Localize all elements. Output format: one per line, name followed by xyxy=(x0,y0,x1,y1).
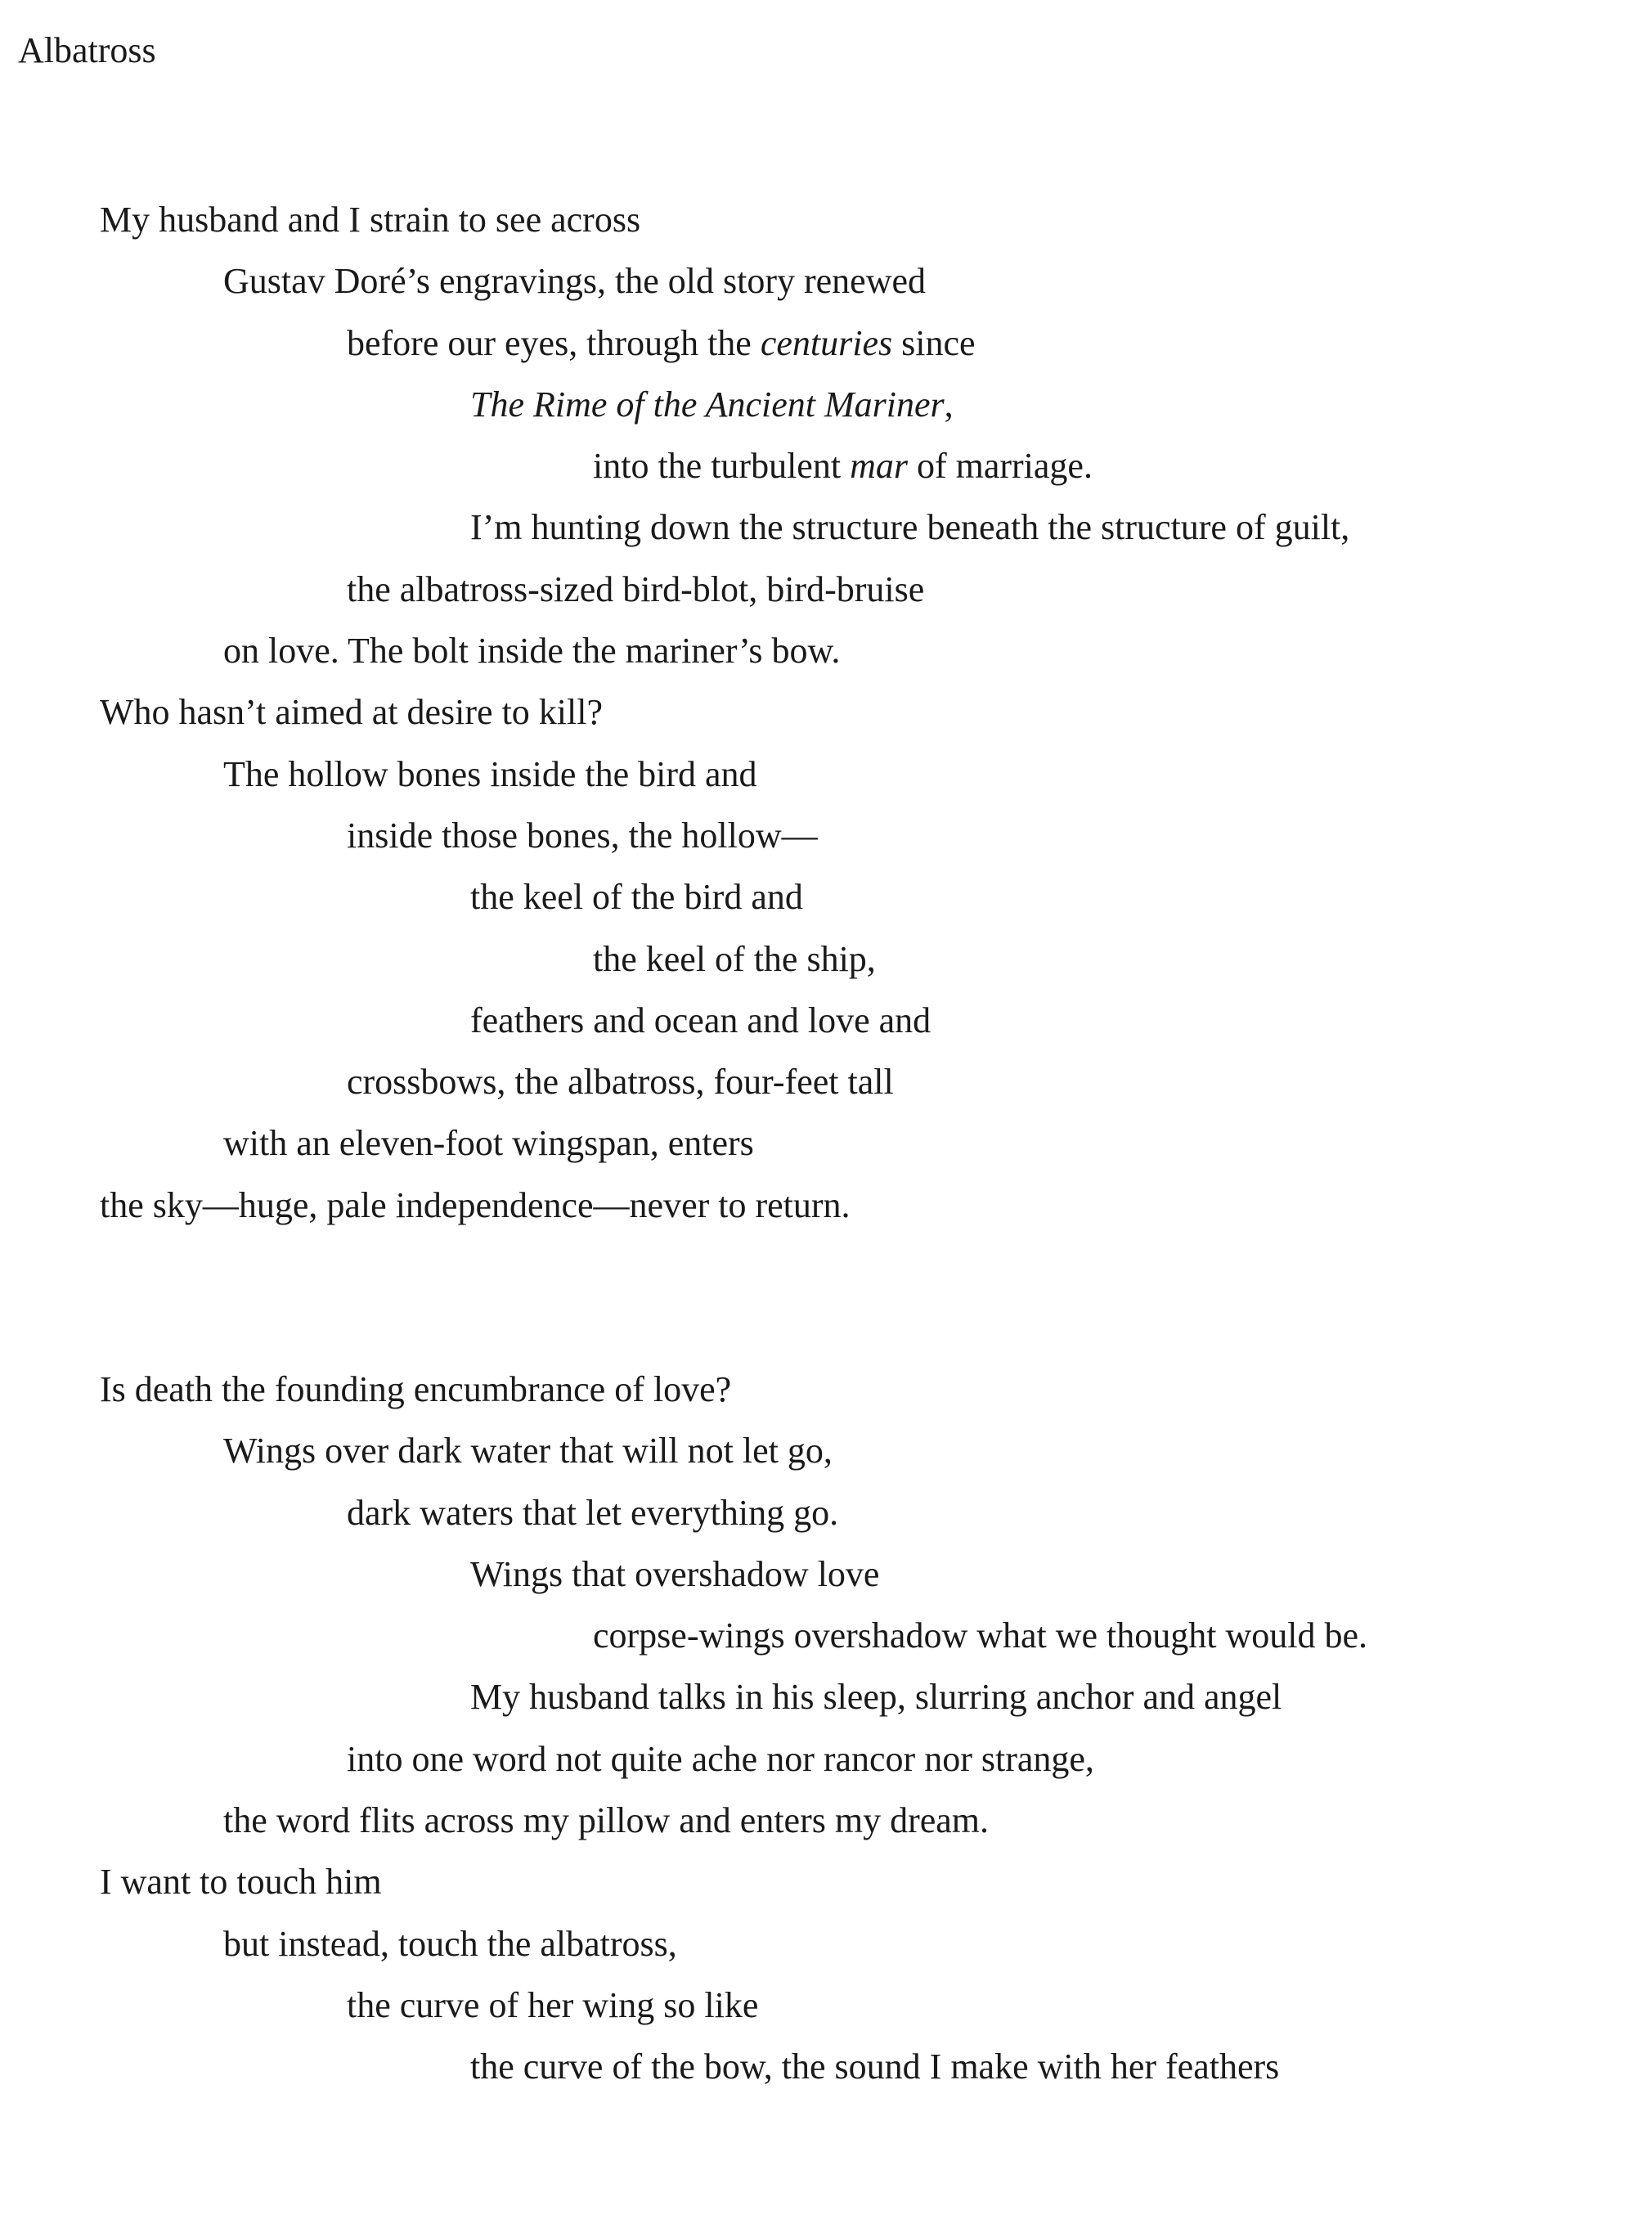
poem-line-text: corpse-wings overshadow what we thought would be. xyxy=(593,1615,1368,1656)
poem-line xyxy=(100,753,1349,818)
poem-line-text: before our eyes, through the xyxy=(347,322,761,363)
poem-line xyxy=(100,1738,1367,1803)
poem-line xyxy=(100,263,1349,325)
poem-line xyxy=(100,507,1350,571)
poem-line-text: The hollow bones inside the bird and xyxy=(223,753,757,794)
poem-line-text: with an eleven-foot wingspan, enters xyxy=(223,1123,754,1164)
poem-line xyxy=(100,1553,1367,1618)
poem-line-text: crossbows, the albatross, four-feet tall xyxy=(347,1062,894,1103)
poem-line-italic-text: centuries xyxy=(760,322,893,363)
poem-line xyxy=(100,2049,1367,2110)
poem-line xyxy=(100,1492,1367,1557)
poem-line xyxy=(100,1923,1367,1988)
poem-line xyxy=(100,384,1349,448)
poem-line xyxy=(100,1984,1367,2049)
poem-line-text: Who hasn’t aimed at desire to kill? xyxy=(100,692,604,733)
poem-line xyxy=(100,1184,1349,1249)
poem-line-text: Is death the founding encumbrance of love? xyxy=(100,1369,732,1409)
poem-line xyxy=(100,1679,1367,1741)
poem-line xyxy=(100,815,1349,879)
poem-line xyxy=(100,694,1349,756)
poem-line-italic-text: mar xyxy=(850,446,908,487)
poem-line xyxy=(100,1864,1367,1925)
poem-line xyxy=(100,1000,1349,1064)
poem-line-text: I’m hunting down the structure beneath the structure of guilt, xyxy=(470,507,1350,548)
poem-line xyxy=(100,879,1349,941)
poem-line-italic-text: The Rime of the Ancient Mariner xyxy=(470,384,945,425)
poem-line xyxy=(100,1369,1367,1433)
poem-line xyxy=(100,568,1349,633)
poem-line xyxy=(100,1064,1349,1125)
poem-line-text: the sky—huge, pale independence—never to return. xyxy=(100,1184,851,1225)
poem-line xyxy=(100,322,1349,387)
poem-line xyxy=(100,1615,1368,1679)
poem-line xyxy=(100,448,1349,510)
stanza xyxy=(100,202,1349,1249)
poem-line-text: since xyxy=(892,322,976,363)
poem-line-text: Wings that overshadow love xyxy=(470,1553,880,1594)
poem-line-text: but instead, touch the albatross, xyxy=(223,1923,677,1964)
poem-line-text: the keel of the bird and xyxy=(470,877,803,918)
poem-line-text: dark waters that let everything go. xyxy=(347,1492,839,1533)
poem-line-text: inside those bones, the hollow— xyxy=(347,815,818,856)
poem-line xyxy=(100,1800,1367,1864)
poem-line xyxy=(100,938,1349,1003)
poem-line-text: the curve of her wing so like xyxy=(347,1984,759,2025)
stanza xyxy=(100,1369,1368,2111)
poem-line-text: the word flits across my pillow and enters my dream. xyxy=(223,1800,990,1841)
poem-line-text: on love. The bolt inside the mariner’s bow. xyxy=(223,631,841,672)
poem-line-text: My husband talks in his sleep, slurring anchor and angel xyxy=(470,1677,1282,1718)
poem-line-text: into one word not quite ache nor rancor nor strange, xyxy=(347,1738,1094,1779)
poem-line xyxy=(100,202,1349,263)
poem-line-text: into the turbulent xyxy=(593,446,851,487)
poem-line-text: feathers and ocean and love and xyxy=(470,1000,931,1040)
poem-line-text: the keel of the ship, xyxy=(593,938,876,979)
poem-line-text: the curve of the bow, the sound I make with her feathers xyxy=(470,2047,1280,2087)
poem-line-text: the albatross-sized bird-blot, bird-bruise xyxy=(347,568,925,609)
poem-line xyxy=(100,1125,1349,1187)
poem-line-text: My husband and I strain to see across xyxy=(100,200,641,240)
poem-line-text: I want to touch him xyxy=(100,1862,382,1903)
poem-line xyxy=(100,633,1349,694)
poem-line-text: , xyxy=(944,384,954,425)
poem-title: Albatross xyxy=(18,30,156,70)
poem-line-text: Wings over dark water that will not let go, xyxy=(223,1431,833,1471)
poem-line xyxy=(100,1433,1367,1494)
poem-line-text: Gustav Doré’s engravings, the old story renewed xyxy=(223,261,927,302)
poem-line-text: of marriage. xyxy=(907,446,1093,487)
